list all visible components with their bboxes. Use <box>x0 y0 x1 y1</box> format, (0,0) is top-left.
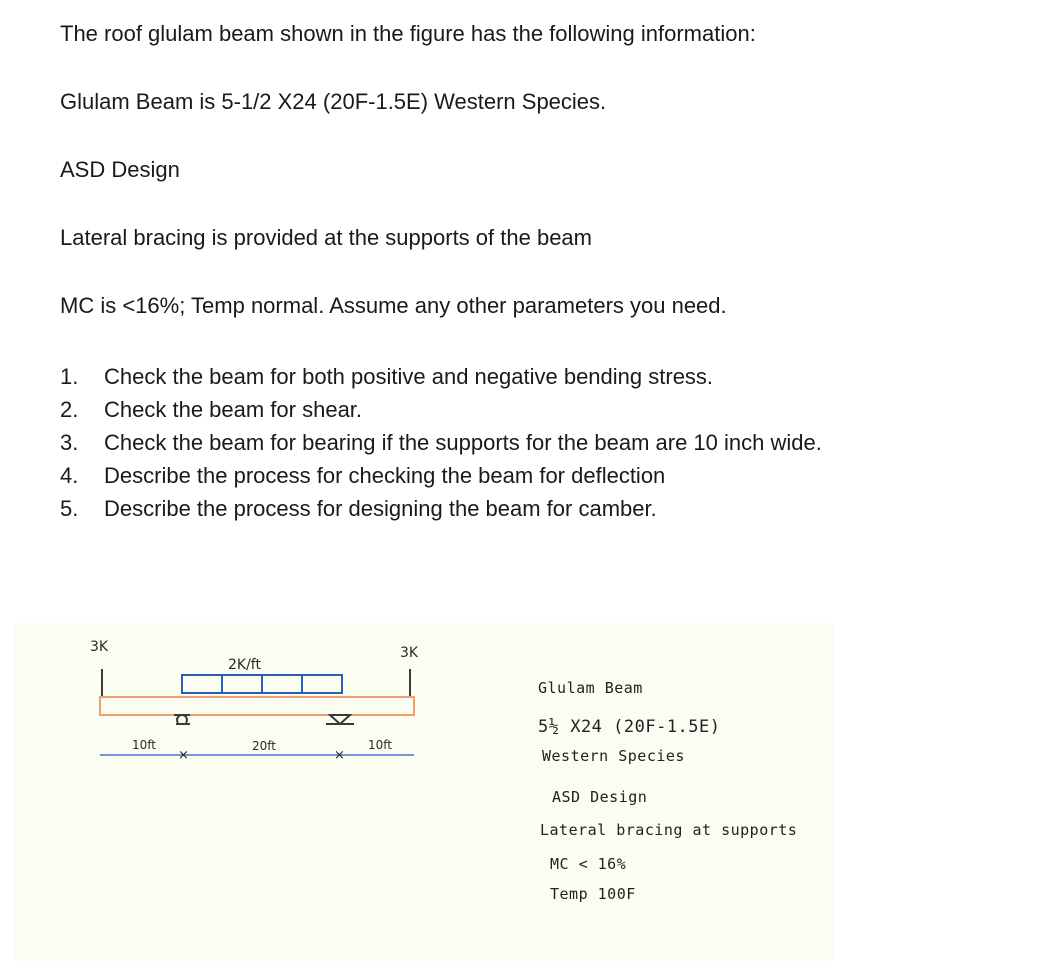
design-method-text: ASD Design <box>60 157 180 182</box>
figure-note: Glulam Beam <box>538 679 643 697</box>
figure-note: Western Species <box>542 747 685 765</box>
task-text: Describe the process for designing the beam for camber. <box>104 496 657 521</box>
glulam-beam <box>100 697 414 715</box>
span-mid-label: 20ft <box>252 739 276 753</box>
load-right-label: 3K <box>400 645 419 661</box>
dimension-mark: × <box>334 748 345 763</box>
task-item <box>60 360 822 393</box>
figure-note: Lateral bracing at supports <box>540 821 798 839</box>
task-number: 2. <box>60 397 79 422</box>
task-list <box>60 360 822 525</box>
support-left <box>174 715 190 724</box>
load-left-label: 3K <box>90 639 109 655</box>
task-item <box>60 459 822 492</box>
task-number: 1. <box>60 364 79 389</box>
task-text: Check the beam for both positive and negative bending stress. <box>104 364 714 389</box>
task-text: Check the beam for shear. <box>104 397 363 422</box>
span-right-label: 10ft <box>368 738 392 752</box>
figure-note: Temp 100F <box>550 885 636 903</box>
task-item <box>60 393 822 426</box>
task-number: 5. <box>60 496 79 521</box>
task-item <box>60 426 822 459</box>
figure-note: 5½ X24 (20F-1.5E) <box>538 717 721 737</box>
task-number: 4. <box>60 463 79 488</box>
figure-note: MC < 16% <box>550 855 627 873</box>
beam-spec-text: Glulam Beam is 5-1/2 X24 (20F-1.5E) Western Species. <box>60 89 607 114</box>
task-number: 3. <box>60 430 79 455</box>
beam-figure <box>14 623 834 961</box>
task-text: Check the beam for bearing if the supports for the beam are 10 inch wide. <box>104 430 822 455</box>
task-item <box>60 492 822 525</box>
dimension-mark: × <box>178 748 189 763</box>
bracing-text: Lateral bracing is provided at the supports of the beam <box>60 225 592 250</box>
task-text: Describe the process for checking the beam for deflection <box>104 463 666 488</box>
figure-note: ASD Design <box>552 788 648 806</box>
beam-sketch <box>14 623 834 961</box>
intro-text: The roof glulam beam shown in the figure has the following information: <box>60 21 756 46</box>
span-left-label: 10ft <box>132 738 156 752</box>
distributed-load-label: 2K/ft <box>228 657 261 673</box>
distributed-load <box>182 675 342 693</box>
moisture-temp-text: MC is <16%; Temp normal. Assume any other parameters you need. <box>60 293 727 318</box>
support-right <box>326 715 354 724</box>
